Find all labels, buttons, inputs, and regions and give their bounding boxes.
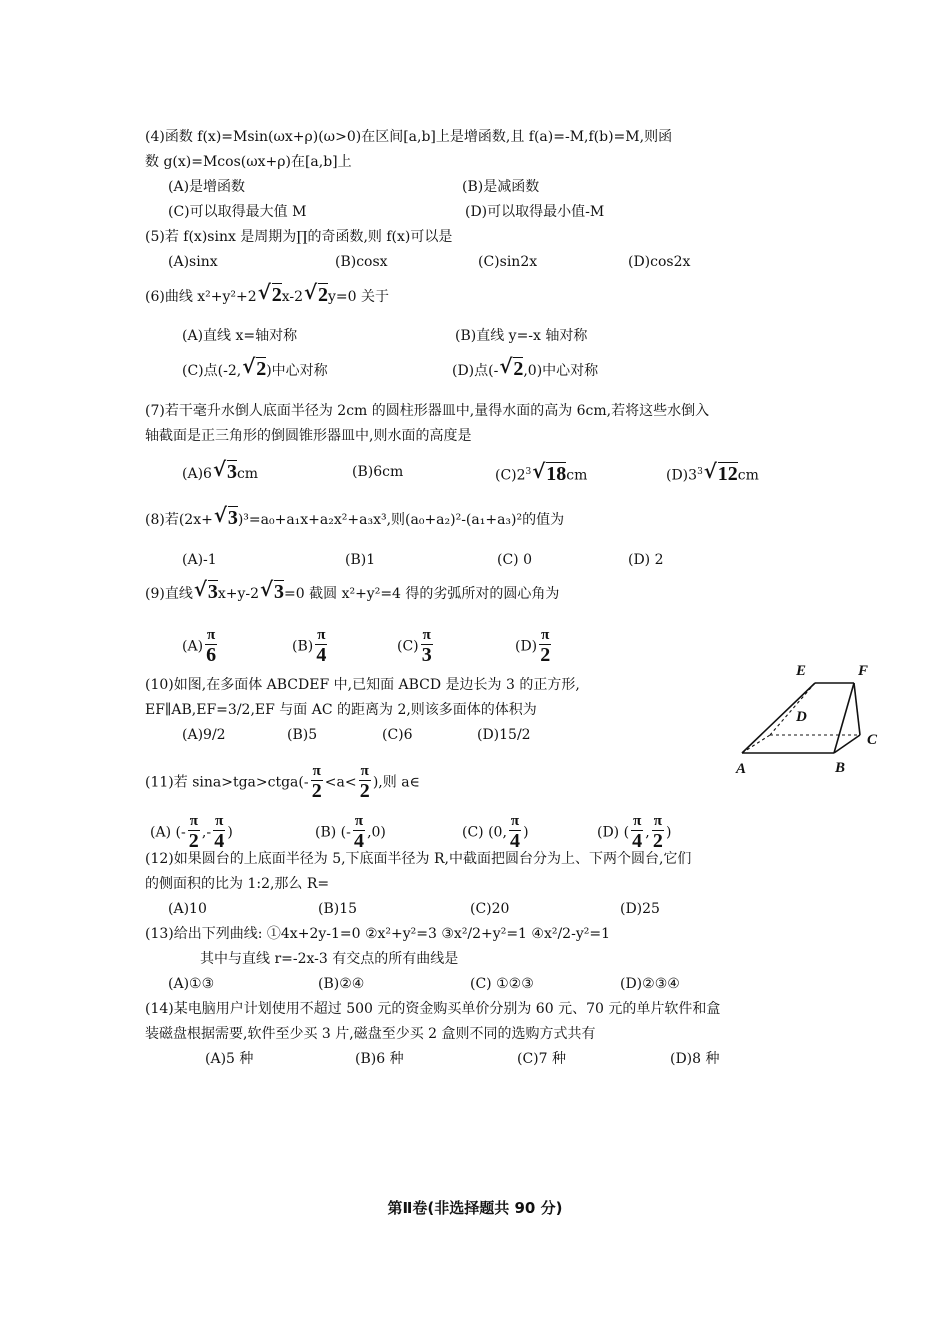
q5-option-c: (C)sin2x bbox=[478, 254, 538, 270]
q8-stem: (8)若(2x+√ 3)³=a₀+a₁x+a₂x²+a₃x³,则(a₀+a₂)²-(a₁+a₃)²的值为 bbox=[145, 508, 564, 530]
fraction-pi-over-6: $\frac{\pi}{6}$ bbox=[206, 627, 217, 666]
fraction-pi-over-4: $\frac{\pi}{4}$ bbox=[316, 627, 327, 666]
edge-ad-hidden bbox=[742, 735, 770, 753]
q4-option-b: (B)是减函数 bbox=[462, 179, 540, 195]
label-d: D bbox=[796, 709, 807, 725]
q9-option-b: (B) $\frac{\pi}{4}$ bbox=[292, 627, 327, 666]
q10-stem-line1: (10)如图,在多面体 ABCDEF 中,已知面 ABCD 是边长为 3 的正方形, bbox=[145, 677, 580, 693]
fraction-pi-over-4: $\frac{\pi}{4}$ bbox=[353, 813, 364, 852]
fraction-pi-over-2: $\frac{\pi}{2}$ bbox=[540, 627, 551, 666]
q4-option-d: (D)可以取得最小值-M bbox=[465, 204, 605, 220]
q10-option-d: (D)15/2 bbox=[477, 727, 531, 743]
q13-stem-line1: (13)给出下列曲线: ①4x+2y-1=0 ②x²+y²=3 ③x²/2+y²=1 ④x²/2-y²=1 bbox=[145, 926, 610, 942]
fraction-pi-over-2: $\frac{\pi}{2}$ bbox=[652, 813, 663, 852]
q11-option-b: (B) (- $\frac{\pi}{4}$ ,0) bbox=[315, 813, 386, 852]
q6-option-b: (B)直线 y=-x 轴对称 bbox=[455, 328, 588, 344]
sqrt-3: √ 3 bbox=[214, 508, 238, 530]
q9-stem: (9)直线√ 3x+y-2√ 3=0 截圆 x²+y²=4 得的劣弧所对的圆心角为 bbox=[145, 582, 559, 604]
q10-option-c: (C)6 bbox=[382, 727, 413, 743]
q11-option-c: (C) (0, $\frac{\pi}{4}$ ) bbox=[462, 813, 529, 852]
q14-stem-line2: 装磁盘根据需要,软件至少买 3 片,磁盘至少买 2 盒则不同的选购方式共有 bbox=[145, 1026, 596, 1042]
q10-option-b: (B)5 bbox=[287, 727, 318, 743]
q11-option-a: (A) (- $\frac{\pi}{2}$ ,- $\frac{\pi}{4}$ ) bbox=[150, 813, 233, 852]
q12-option-a: (A)10 bbox=[168, 901, 207, 917]
fraction-pi-over-4: $\frac{\pi}{4}$ bbox=[632, 813, 643, 852]
fraction-pi-over-4: $\frac{\pi}{4}$ bbox=[510, 813, 521, 852]
q4-stem-line1: (4)函数 f(x)=Msin(ωx+ρ)(ω>0)在区间[a,b]上是增函数,且 f(a)=-M,f(b)=M,则函 bbox=[145, 129, 673, 145]
q13-option-b: (B)②④ bbox=[318, 976, 365, 992]
sqrt-2: √ 2 bbox=[258, 285, 282, 307]
q8-option-c: (C) 0 bbox=[497, 552, 532, 568]
q14-option-c: (C)7 种 bbox=[517, 1051, 566, 1067]
q6-option-c: (C)点(-2,√ 2)中心对称 bbox=[182, 359, 328, 381]
cbrt-12: √ 12 bbox=[704, 464, 738, 486]
sqrt-3: √ 3 bbox=[260, 582, 284, 604]
q14-stem-line1: (14)某电脑用户计划使用不超过 500 元的资金购买单价分别为 60 元、70 元的单片软件和盒 bbox=[145, 1001, 721, 1017]
q7-stem-line1: (7)若干毫升水倒人底面半径为 2cm 的圆柱形器皿中,量得水面的高为 6cm,若将这些水倒入 bbox=[145, 403, 710, 419]
q5-stem: (5)若 f(x)sinx 是周期为∏的奇函数,则 f(x)可以是 bbox=[145, 229, 453, 245]
label-f: F bbox=[858, 663, 869, 679]
q12-stem-line2: 的侧面积的比为 1:2,那么 R= bbox=[145, 876, 330, 892]
q13-option-d: (D)②③④ bbox=[620, 976, 680, 992]
q14-option-b: (B)6 种 bbox=[355, 1051, 404, 1067]
q8-option-a: (A)-1 bbox=[182, 552, 217, 568]
q7-stem-line2: 轴截面是正三角形的倒圆锥形器皿中,则水面的高度是 bbox=[145, 428, 472, 444]
q8-option-b: (B)1 bbox=[345, 552, 376, 568]
section-title: 第Ⅱ卷(非选择题共 90 分) bbox=[387, 1199, 563, 1217]
q9-option-c: (C) $\frac{\pi}{3}$ bbox=[397, 627, 432, 666]
q12-option-b: (B)15 bbox=[318, 901, 358, 917]
fraction-pi-over-2: $\frac{\pi}{2}$ bbox=[188, 813, 199, 852]
q11-stem: (11)若 sina>tga>ctga(- $\frac{\pi}{2}$ <a< $\frac{\pi}{2}$ ),则 a∈ bbox=[145, 763, 420, 802]
label-a: A bbox=[736, 761, 747, 777]
sqrt-3: √ 3 bbox=[213, 462, 237, 484]
q13-option-a: (A)①③ bbox=[168, 976, 215, 992]
q9-option-a: (A) $\frac{\pi}{6}$ bbox=[182, 627, 217, 666]
q7-option-d: $(D)3^3√$ 12cm bbox=[666, 462, 759, 486]
q12-option-c: (C)20 bbox=[470, 901, 510, 917]
q7-option-c: $(C)2^3√$ 18cm bbox=[495, 462, 587, 486]
q13-option-c: (C) ①②③ bbox=[470, 976, 534, 992]
q12-option-d: (D)25 bbox=[620, 901, 660, 917]
q4-option-c: (C)可以取得最大值 M bbox=[168, 204, 307, 220]
q5-option-a: (A)sinx bbox=[168, 254, 218, 270]
q14-option-a: (A)5 种 bbox=[205, 1051, 254, 1067]
q8-option-d: (D) 2 bbox=[628, 552, 664, 568]
sqrt-2: √ 2 bbox=[242, 359, 266, 381]
q6-option-d: (D)点(-√ 2,0)中心对称 bbox=[452, 359, 598, 381]
q10-option-a: (A)9/2 bbox=[182, 727, 226, 743]
sqrt-2: √ 2 bbox=[499, 359, 523, 381]
q7-option-b: (B)6cm bbox=[352, 464, 404, 480]
sqrt-2: √ 2 bbox=[304, 285, 328, 307]
edge-ed-hidden bbox=[770, 683, 815, 735]
q6-option-a: (A)直线 x=轴对称 bbox=[182, 328, 298, 344]
edge-fc bbox=[854, 683, 860, 735]
sqrt-3: √ 3 bbox=[194, 582, 218, 604]
q7-option-a: (A)6√ 3cm bbox=[182, 462, 258, 484]
q5-option-d: (D)cos2x bbox=[628, 254, 691, 270]
label-e: E bbox=[796, 663, 807, 679]
q13-stem-line2: 其中与直线 r=-2x-3 有交点的所有曲线是 bbox=[200, 951, 459, 967]
q5-option-b: (B)cosx bbox=[335, 254, 388, 270]
q4-option-a: (A)是增函数 bbox=[168, 179, 246, 195]
q6-stem: (6)曲线 x²+y²+2√ 2x-2√ 2y=0 关于 bbox=[145, 285, 389, 307]
label-b: B bbox=[835, 760, 846, 776]
label-c: C bbox=[867, 732, 878, 748]
fraction-pi-over-2: $\frac{\pi}{2}$ bbox=[311, 763, 322, 802]
q14-option-d: (D)8 种 bbox=[670, 1051, 720, 1067]
q12-stem-line1: (12)如果圆台的上底面半径为 5,下底面半径为 R,中截面把圆台分为上、下两个圆台,它们 bbox=[145, 851, 692, 867]
q9-option-d: (D) $\frac{\pi}{2}$ bbox=[515, 627, 551, 666]
polyhedron-figure bbox=[730, 655, 890, 785]
fraction-pi-over-2: $\frac{\pi}{2}$ bbox=[359, 763, 370, 802]
q11-option-d: (D) ( $\frac{\pi}{4}$ , $\frac{\pi}{2}$ ) bbox=[597, 813, 672, 852]
fraction-pi-over-4: $\frac{\pi}{4}$ bbox=[214, 813, 225, 852]
fraction-pi-over-3: $\frac{\pi}{3}$ bbox=[421, 627, 432, 666]
cbrt-18: √ 18 bbox=[532, 464, 566, 486]
q4-stem-line2: 数 g(x)=Mcos(ωx+ρ)在[a,b]上 bbox=[145, 154, 352, 170]
q10-stem-line2: EF∥AB,EF=3/2,EF 与面 AC 的距离为 2,则该多面体的体积为 bbox=[145, 702, 537, 718]
edge-fb bbox=[834, 683, 854, 753]
